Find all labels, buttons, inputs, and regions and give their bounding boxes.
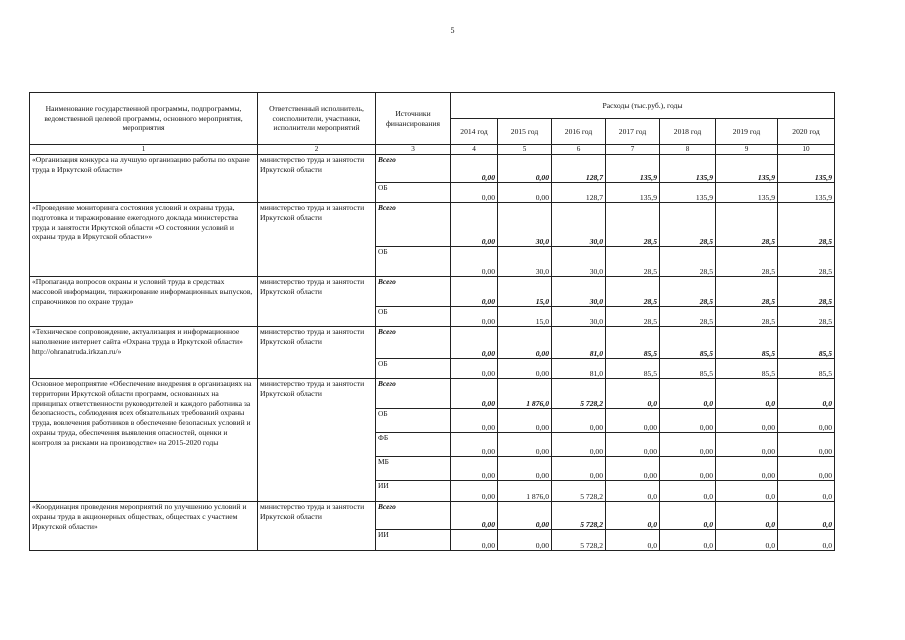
expense-value: 0,0 — [716, 502, 778, 530]
expense-value: 0,00 — [451, 277, 498, 307]
column-number: 3 — [376, 145, 451, 155]
expense-value: 135,9 — [716, 155, 778, 183]
expense-value: 0,0 — [660, 379, 716, 409]
funding-source: Всего — [376, 502, 451, 530]
expense-value: 128,7 — [552, 183, 606, 203]
activity-name: «Пропаганда вопросов охраны и условий труда в средствах массовой информации, тиражирование информационных выпусков, справочников по охране труда» — [30, 277, 258, 327]
expense-value: 1 876,0 — [498, 379, 552, 409]
header-expenses: Расходы (тыс.руб.), годы — [451, 93, 835, 119]
expense-value: 0,00 — [552, 433, 606, 457]
table-row — [30, 155, 835, 183]
expense-value: 15,0 — [498, 277, 552, 307]
expense-value: 5 728,2 — [552, 502, 606, 530]
expense-value: 0,00 — [498, 327, 552, 359]
expense-value: 30,0 — [498, 247, 552, 277]
expense-value: 0,0 — [778, 379, 835, 409]
header-sources: Источники финансирования — [376, 93, 451, 145]
expense-value: 0,00 — [498, 359, 552, 379]
expense-value: 0,00 — [451, 155, 498, 183]
expense-value: 5 728,2 — [552, 379, 606, 409]
funding-source: МБ — [376, 457, 451, 481]
expense-value: 28,5 — [660, 247, 716, 277]
expense-value: 0,00 — [606, 457, 660, 481]
column-number: 6 — [552, 145, 606, 155]
expense-value: 28,5 — [716, 247, 778, 277]
activity-name: «Координация проведения мероприятий по улучшению условий и охраны труда в акционерных обществах, обществах с участием Иркутской области» — [30, 502, 258, 551]
expense-value: 0,00 — [606, 433, 660, 457]
expense-value: 85,5 — [778, 359, 835, 379]
expense-value: 135,9 — [778, 183, 835, 203]
header-year: 2016 год — [552, 119, 606, 145]
expense-value: 28,5 — [606, 203, 660, 247]
column-number: 2 — [258, 145, 376, 155]
expense-value: 28,5 — [606, 277, 660, 307]
expense-value: 0,00 — [498, 530, 552, 551]
expense-value: 0,00 — [451, 481, 498, 502]
expense-value: 0,0 — [778, 502, 835, 530]
header-year: 2017 год — [606, 119, 660, 145]
expense-value: 128,7 — [552, 155, 606, 183]
expense-value: 0,0 — [660, 502, 716, 530]
table-row — [30, 379, 835, 409]
expense-value: 81,0 — [552, 327, 606, 359]
expense-value: 28,5 — [660, 203, 716, 247]
expense-value: 85,5 — [606, 359, 660, 379]
responsible-executor: министерство труда и занятости Иркутской области — [258, 379, 376, 502]
expense-value: 0,00 — [660, 433, 716, 457]
responsible-executor: министерство труда и занятости Иркутской области — [258, 277, 376, 327]
funding-source: Всего — [376, 379, 451, 409]
header-responsible: Ответственный исполнитель, соисполнители, участники, исполнители мероприятий — [258, 93, 376, 145]
expense-value: 85,5 — [660, 327, 716, 359]
expense-value: 0,00 — [451, 379, 498, 409]
expense-value: 0,00 — [451, 359, 498, 379]
expense-value: 81,0 — [552, 359, 606, 379]
expense-value: 0,0 — [660, 530, 716, 551]
expense-value: 28,5 — [606, 247, 660, 277]
expense-value: 0,00 — [451, 530, 498, 551]
activity-name: «Проведение мониторинга состояния условий и охраны труда, подготовка и тиражирование ежегодного доклада министерства труда и занятости Иркутской области «О состоянии условий и охраны труда в Иркутской области»» — [30, 203, 258, 277]
expense-value: 28,5 — [778, 307, 835, 327]
expense-value: 28,5 — [716, 307, 778, 327]
expense-value: 0,00 — [451, 433, 498, 457]
header-name: Наименование государственной программы, подпрограммы, ведомственной целевой программы, основного мероприятия, мероприятия — [30, 93, 258, 145]
expenses-table — [29, 92, 835, 551]
header-year: 2015 год — [498, 119, 552, 145]
funding-source: Всего — [376, 327, 451, 359]
page-number: 5 — [450, 26, 455, 35]
expense-value: 0,0 — [716, 481, 778, 502]
expense-value: 30,0 — [498, 203, 552, 247]
expense-value: 135,9 — [606, 183, 660, 203]
expense-value: 0,00 — [498, 183, 552, 203]
expense-value: 0,00 — [498, 433, 552, 457]
expense-value: 0,00 — [778, 409, 835, 433]
expense-value: 28,5 — [778, 247, 835, 277]
responsible-executor: министерство труда и занятости Иркутской области — [258, 155, 376, 203]
expense-value: 28,5 — [778, 203, 835, 247]
expense-value: 0,00 — [716, 457, 778, 481]
expense-value: 0,0 — [716, 379, 778, 409]
activity-name: Основное мероприятие «Обеспечение внедрения в организациях на территории Иркутской области программ, основанных на принципах ответственности руководителей и каждого работника за безопасность, соблюдения всех обязательных требований охраны труда, вовлечения работников в обеспечение безопасных условий и охраны труда, обеспечения выявления опасностей, оценки и контроля за рисками на производстве» на 2015-2020 годы — [30, 379, 258, 502]
funding-source: Всего — [376, 277, 451, 307]
expense-value: 28,5 — [716, 277, 778, 307]
expense-value: 28,5 — [716, 203, 778, 247]
expense-value: 0,00 — [498, 155, 552, 183]
funding-source: Всего — [376, 203, 451, 247]
expense-value: 0,00 — [716, 409, 778, 433]
expense-value: 135,9 — [716, 183, 778, 203]
expense-value: 0,00 — [451, 457, 498, 481]
funding-source: ФБ — [376, 433, 451, 457]
expense-value: 30,0 — [552, 277, 606, 307]
expense-value: 0,0 — [716, 530, 778, 551]
expense-value: 135,9 — [660, 155, 716, 183]
expense-value: 0,00 — [660, 409, 716, 433]
header-year: 2018 год — [660, 119, 716, 145]
expense-value: 0,0 — [606, 379, 660, 409]
funding-source: ИИ — [376, 481, 451, 502]
table-row — [30, 203, 835, 247]
expense-value: 135,9 — [778, 155, 835, 183]
column-number: 9 — [716, 145, 778, 155]
table-row — [30, 502, 835, 530]
funding-source: ОБ — [376, 409, 451, 433]
expense-value: 85,5 — [778, 327, 835, 359]
activity-name: «Техническое сопровождение, актуализация и информационное наполнение интернет сайта «Охрана труда в Иркутской области» http://ohranatruda.irkzan.ru/» — [30, 327, 258, 379]
expense-value: 85,5 — [716, 327, 778, 359]
expense-value: 0,00 — [451, 307, 498, 327]
expense-value: 0,0 — [606, 481, 660, 502]
funding-source: Всего — [376, 155, 451, 183]
funding-source: ОБ — [376, 307, 451, 327]
activity-name: «Организация конкурса на лучшую организацию работы по охране труда в Иркутской области» — [30, 155, 258, 203]
expense-value: 28,5 — [660, 307, 716, 327]
expense-value: 0,00 — [451, 203, 498, 247]
expense-value: 0,00 — [716, 433, 778, 457]
expense-value: 0,0 — [606, 502, 660, 530]
expense-value: 0,00 — [451, 247, 498, 277]
column-number: 1 — [30, 145, 258, 155]
expense-value: 85,5 — [716, 359, 778, 379]
responsible-executor: министерство труда и занятости Иркутской области — [258, 502, 376, 551]
expense-value: 0,00 — [552, 409, 606, 433]
expense-value: 0,0 — [778, 530, 835, 551]
expense-value: 0,00 — [451, 409, 498, 433]
expense-value: 0,0 — [778, 481, 835, 502]
expense-value: 0,00 — [451, 327, 498, 359]
expense-value: 0,00 — [498, 502, 552, 530]
expense-value: 0,00 — [451, 502, 498, 530]
expense-value: 5 728,2 — [552, 481, 606, 502]
header-year: 2020 год — [778, 119, 835, 145]
expense-value: 0,0 — [606, 530, 660, 551]
expense-value: 1 876,0 — [498, 481, 552, 502]
expense-value: 0,0 — [660, 481, 716, 502]
funding-source: ОБ — [376, 247, 451, 277]
table-row — [30, 327, 835, 359]
expense-value: 0,00 — [552, 457, 606, 481]
expense-value: 0,00 — [451, 183, 498, 203]
expense-value: 15,0 — [498, 307, 552, 327]
expense-value: 30,0 — [552, 307, 606, 327]
expense-value: 0,00 — [606, 409, 660, 433]
column-numbers-row — [30, 145, 835, 155]
header-year: 2014 год — [451, 119, 498, 145]
expense-value: 30,0 — [552, 203, 606, 247]
table-body — [30, 155, 835, 551]
expense-value: 0,00 — [498, 457, 552, 481]
responsible-executor: министерство труда и занятости Иркутской области — [258, 327, 376, 379]
expense-value: 135,9 — [660, 183, 716, 203]
column-number: 4 — [451, 145, 498, 155]
expense-value: 135,9 — [606, 155, 660, 183]
column-number: 8 — [660, 145, 716, 155]
expense-value: 0,00 — [660, 457, 716, 481]
expense-value: 28,5 — [778, 277, 835, 307]
expense-value: 0,00 — [498, 409, 552, 433]
header-year: 2019 год — [716, 119, 778, 145]
expense-value: 85,5 — [606, 327, 660, 359]
expense-value: 0,00 — [778, 433, 835, 457]
column-number: 10 — [778, 145, 835, 155]
funding-source: ОБ — [376, 183, 451, 203]
column-number: 7 — [606, 145, 660, 155]
expense-value: 5 728,2 — [552, 530, 606, 551]
column-number: 5 — [498, 145, 552, 155]
responsible-executor: министерство труда и занятости Иркутской области — [258, 203, 376, 277]
expense-value: 28,5 — [660, 277, 716, 307]
table-row — [30, 277, 835, 307]
expense-value: 0,00 — [778, 457, 835, 481]
expense-value: 28,5 — [606, 307, 660, 327]
expense-value: 30,0 — [552, 247, 606, 277]
expense-value: 85,5 — [660, 359, 716, 379]
funding-source: ИИ — [376, 530, 451, 551]
funding-source: ОБ — [376, 359, 451, 379]
